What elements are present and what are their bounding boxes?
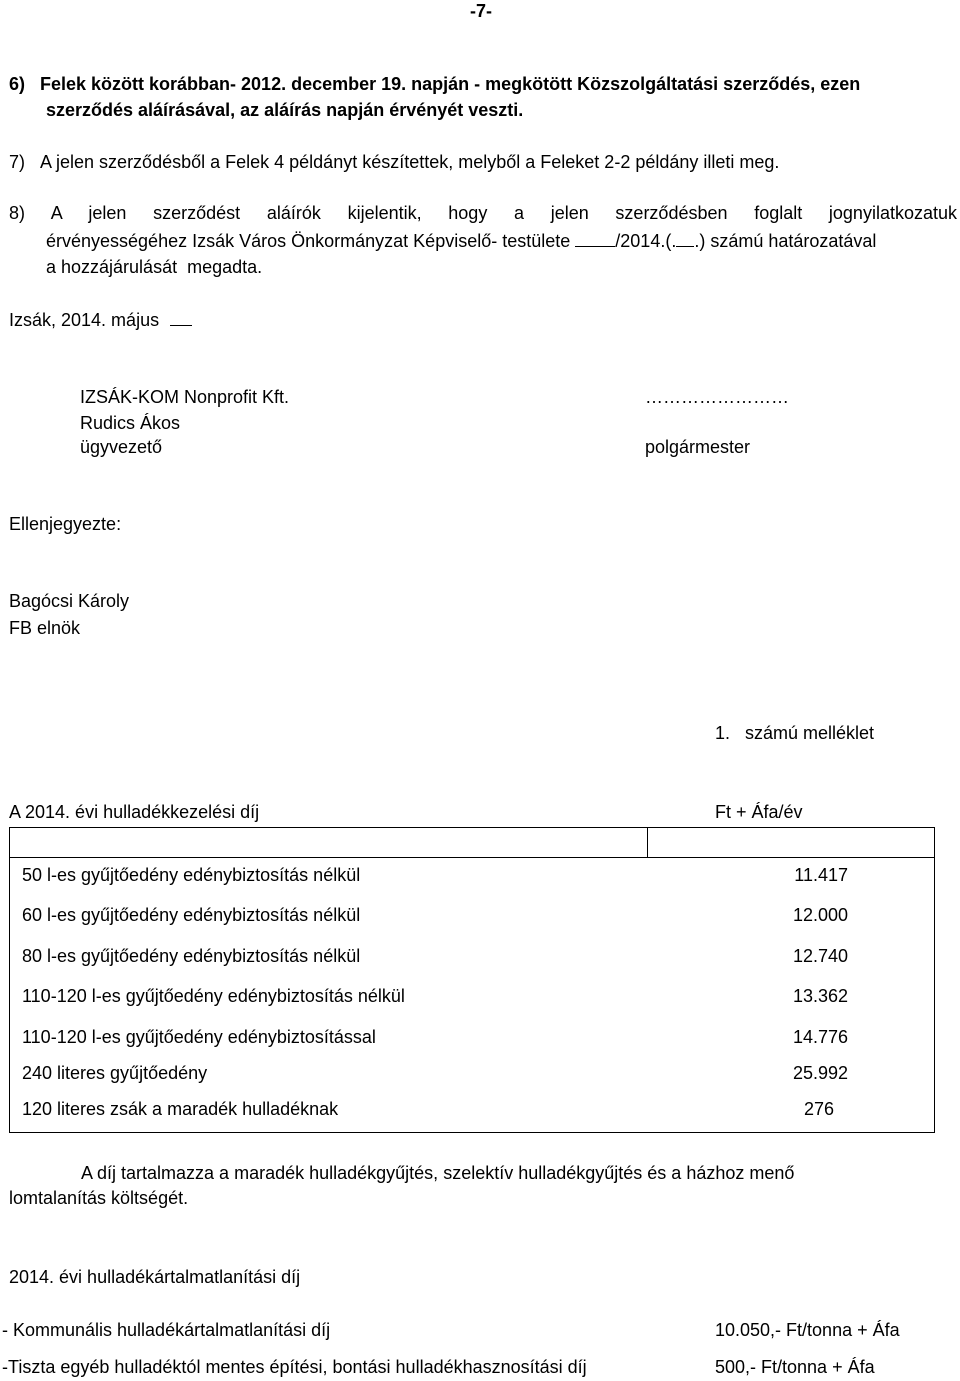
fee-name: 50 l-es gyűjtőedény edénybiztosítás nélkül (22, 865, 361, 885)
page-number: -7- (470, 1, 492, 21)
fee-name: 80 l-es gyűjtőedény edénybiztosítás nélkül (22, 946, 361, 966)
fee-name: 240 literes gyűjtőedény (22, 1063, 208, 1083)
table-divider (647, 828, 648, 857)
fee-name: 110-120 l-es gyűjtőedény edénybiztosítás nélkül (22, 986, 405, 1006)
fee-table (9, 827, 935, 1133)
clause-8-line-2-text: érvényességéhez Izsák Város Önkormányzat Képviselő- testülete (46, 231, 571, 251)
place-date (9, 308, 192, 331)
clause-8-line-2 (46, 229, 876, 252)
fee-price: 25.992 (792, 1063, 848, 1083)
table-row (10, 944, 934, 968)
table-row (10, 903, 934, 927)
fee-price: 11.417 (794, 865, 848, 885)
table-header-line (10, 857, 934, 858)
place-date-text: Izsák, 2014. május (9, 310, 160, 330)
countersign-title: FB elnök (9, 618, 81, 638)
clause-8-line-1: 8) A jelen szerződést aláírók kijelentik, hogy a jelen szerződésben foglalt jognyilatkozatuk (9, 203, 957, 223)
fee-price: 12.740 (792, 946, 848, 966)
mayor-title: polgármester (645, 437, 751, 457)
annex-label: 1. számú melléklet (715, 723, 875, 743)
fee-name: 60 l-es gyűjtőedény edénybiztosítás nélkül (22, 905, 361, 925)
mayor-signature-dots: …………………… (645, 387, 789, 407)
fee-heading: A 2014. évi hulladékkezelési díj (9, 802, 260, 822)
countersign-label: Ellenjegyezte: (9, 514, 122, 534)
clause-6-line-1: 6) Felek között korábban- 2012. december 19. napján - megkötött Közszolgáltatási szerződés, ezen (9, 74, 861, 94)
clause-8-line-3: a hozzájárulását megadta. (46, 257, 263, 277)
resolution-number-blank (575, 229, 615, 247)
fee-unit: Ft + Áfa/év (715, 802, 803, 822)
table-row (10, 1025, 934, 1049)
includes-note-line-2: lomtalanítás költségét. (9, 1188, 189, 1208)
disposal-item-name: - Kommunális hulladékártalmatlanítási díj (2, 1320, 331, 1340)
fee-price: 12.000 (792, 905, 848, 925)
signatory-title: ügyvezető (80, 437, 163, 457)
resolution-date-blank (676, 229, 694, 247)
signatory-name: Rudics Ákos (80, 413, 181, 433)
clause-6-line-2: szerződés aláírásával, az aláírás napján érvényét veszti. (46, 100, 524, 120)
table-row (10, 863, 934, 887)
day-blank (170, 308, 192, 326)
disposal-item-name: -Tiszta egyéb hulladéktól mentes építési, bontási hulladékhasznosítási díj (2, 1357, 587, 1377)
disposal-heading: 2014. évi hulladékártalmatlanítási díj (9, 1267, 301, 1287)
fee-name: 120 literes zsák a maradék hulladéknak (22, 1099, 339, 1119)
disposal-item-price: 500,- Ft/tonna + Áfa (715, 1357, 875, 1377)
signatory-company: IZSÁK-KOM Nonprofit Kft. (80, 387, 290, 407)
table-row (10, 1097, 934, 1121)
clause-8-line-2-end: .) számú határozatával (694, 231, 877, 251)
fee-price: 14.776 (792, 1027, 848, 1047)
disposal-item-price: 10.050,- Ft/tonna + Áfa (715, 1320, 900, 1340)
fee-price: 13.362 (792, 986, 848, 1006)
includes-note-line-1: A díj tartalmazza a maradék hulladékgyűjtés, szelektív hulladékgyűjtés és a házhoz menő (81, 1163, 795, 1183)
fee-price: 276 (803, 1099, 834, 1119)
countersign-name: Bagócsi Károly (9, 591, 130, 611)
fee-name: 110-120 l-es gyűjtőedény edénybiztosítással (22, 1027, 376, 1047)
clause-7: 7) A jelen szerződésből a Felek 4 példányt készítettek, melyből a Feleket 2-2 példány illeti meg. (9, 152, 780, 172)
table-row (10, 984, 934, 1008)
table-row (10, 1061, 934, 1085)
clause-8-year: /2014.(. (615, 231, 677, 251)
